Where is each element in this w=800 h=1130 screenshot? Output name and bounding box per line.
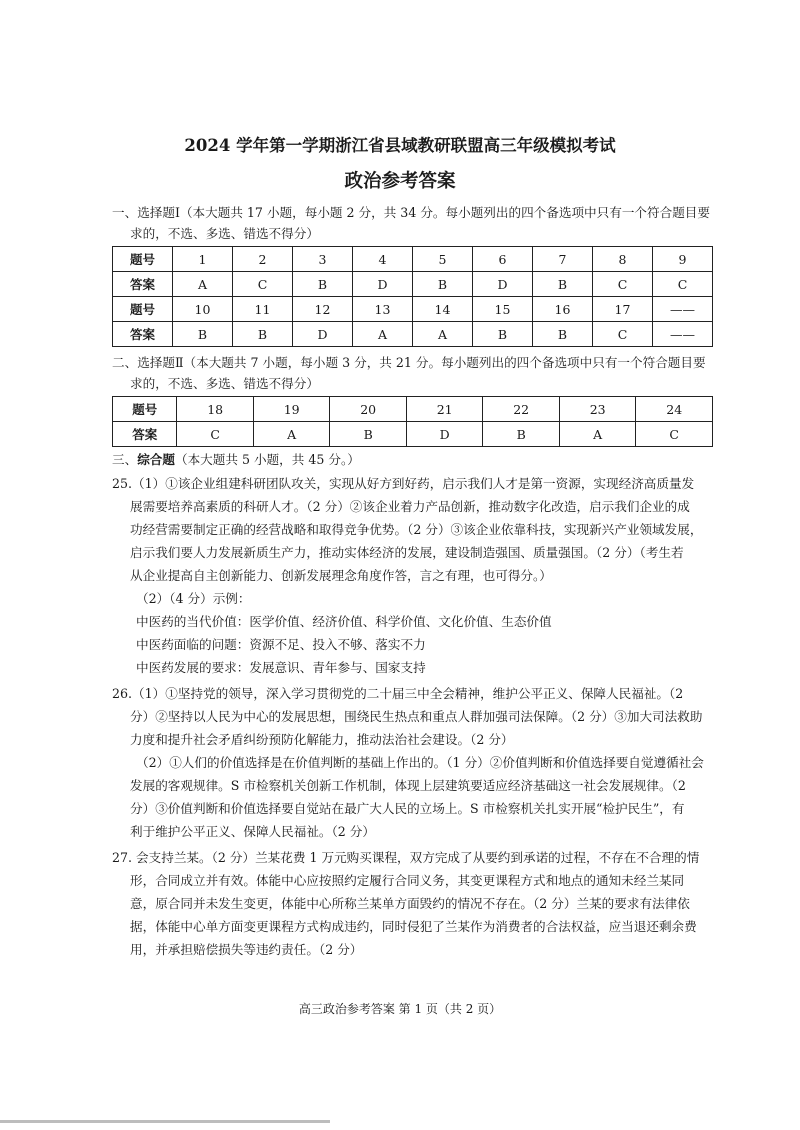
question-number: 3 <box>293 247 353 272</box>
q25-line: 展需要培养高素质的科研人才。（2 分）②该企业着力产品创新，推动数字化改造，启示我们企业的成 <box>130 499 690 514</box>
section3-label: 综合题 <box>137 452 175 467</box>
q26-line: 26.（1）①坚持党的领导，深入学习贯彻党的二十届三中全会精神，维护公平正义、保障人民福祉。（2 <box>112 686 684 701</box>
section2-heading: 二、选择题Ⅱ（本大题共 7 小题，每小题 3 分，共 21 分。每小题列出的四个备选项中只有一个符合题目要 <box>112 355 706 370</box>
section3-note: （本大题共 5 小题，共 45 分。） <box>174 452 360 467</box>
question-number: 1 <box>173 247 233 272</box>
q27-line: 据，体能中心单方面变更课程方式构成违约，同时侵犯了兰某作为消费者的合法权益，应当退还剩余费 <box>130 919 697 934</box>
answer-cell: A <box>559 422 636 447</box>
question-number: 15 <box>473 297 533 322</box>
answer-cell: —— <box>653 322 713 347</box>
choice-table-2 <box>112 396 713 447</box>
answer-cell: B <box>533 272 593 297</box>
question-label: 题号 <box>113 247 173 272</box>
answer-cell: B <box>533 322 593 347</box>
answer-cell: A <box>353 322 413 347</box>
question-number: 23 <box>559 397 636 422</box>
answer-label: 答案 <box>113 272 173 297</box>
q25-line: 中医药面临的问题：资源不足、投入不够、落实不力 <box>136 637 426 652</box>
answer-cell: D <box>353 272 413 297</box>
answer-cell: C <box>177 422 254 447</box>
table-row <box>113 322 713 347</box>
q25-line: 启示我们要人力发展新质生产力，推动实体经济的发展，建设制造强国、质量强国。（2 分）（考生若 <box>130 545 684 560</box>
question-number: 19 <box>253 397 330 422</box>
answer-cell: A <box>413 322 473 347</box>
answer-label: 答案 <box>113 322 173 347</box>
question-number: 7 <box>533 247 593 272</box>
q27-line: 27. 会支持兰某。（2 分）兰某花费 1 万元购买课程，双方完成了从要约到承诺的过程，不存在不合理的情 <box>112 850 700 865</box>
question-number: 24 <box>636 397 713 422</box>
question-number: 10 <box>173 297 233 322</box>
question-number: 9 <box>653 247 713 272</box>
question-label: 题号 <box>113 397 177 422</box>
answer-cell: C <box>653 272 713 297</box>
answer-cell: B <box>173 322 233 347</box>
answer-cell: C <box>593 322 653 347</box>
q27-line: 意，原合同并未发生变更，体能中心所称兰某单方面毁约的情况不存在。（2 分）兰某的要求有法律依 <box>130 896 690 911</box>
q25-line: 25.（1）①该企业组建科研团队攻关，实现从好方到好药，启示我们人才是第一资源，实现经济高质量发 <box>112 476 695 491</box>
table-row <box>113 422 713 447</box>
answer-cell: C <box>593 272 653 297</box>
question-number: 22 <box>483 397 560 422</box>
section3-prefix: 三、 <box>112 452 138 467</box>
answer-cell: C <box>233 272 293 297</box>
question-number: 21 <box>406 397 483 422</box>
table-row <box>113 272 713 297</box>
answer-cell: A <box>253 422 330 447</box>
question-number: 16 <box>533 297 593 322</box>
q27-line: 形，合同成立并有效。体能中心应按照约定履行合同义务，其变更课程方式和地点的通知未经兰某同 <box>130 873 685 888</box>
question-label: 题号 <box>113 297 173 322</box>
question-number: 2 <box>233 247 293 272</box>
q26-line: 分）②坚持以人民为中心的发展思想，围绕民生热点和重点人群加强司法保障。（2 分）③加大司法救助 <box>130 709 703 724</box>
question-number: 14 <box>413 297 473 322</box>
question-number: 4 <box>353 247 413 272</box>
q26-line: 力度和提升社会矛盾纠纷预防化解能力，推动法治社会建设。（2 分） <box>130 732 514 747</box>
section1-heading: 一、选择题Ⅰ（本大题共 17 小题，每小题 2 分，共 34 分。每小题列出的四个备选项中只有一个符合题目要 <box>112 205 710 220</box>
question-number: 17 <box>593 297 653 322</box>
question-number: 11 <box>233 297 293 322</box>
q25-line: 中医药发展的要求：发展意识、青年参与、国家支持 <box>136 660 426 675</box>
answer-cell: B <box>413 272 473 297</box>
q26-line: 分）③价值判断和价值选择要自觉站在最广大人民的立场上。S 市检察机关扎实开展“检护民生”，有 <box>130 801 685 816</box>
q25-line: 功经营需要制定正确的经营战略和取得竞争优势。（2 分）③该企业依靠科技，实现新兴产业领域发展， <box>130 522 703 537</box>
question-number: 8 <box>593 247 653 272</box>
choice-table-1 <box>112 246 713 347</box>
answer-cell: B <box>293 272 353 297</box>
answer-cell: D <box>473 272 533 297</box>
q25-line: 中医药的当代价值：医学价值、经济价值、科学价值、文化价值、生态价值 <box>136 614 552 629</box>
q26-line: 利于维护公平正义、保障人民福祉。（2 分） <box>130 824 375 839</box>
question-number: 5 <box>413 247 473 272</box>
table-row <box>113 247 713 272</box>
q25-line: 从企业提高自主创新能力、创新发展理念角度作答，言之有理，也可得分。） <box>130 568 552 583</box>
q26-line: 发展的客观规律。S 市检察机关创新工作机制，体现上层建筑要适应经济基础这一社会发展规律。（2 <box>130 778 686 793</box>
table-row <box>113 397 713 422</box>
answer-cell: D <box>293 322 353 347</box>
scan-edge-divider <box>0 1120 330 1123</box>
question-number: —— <box>653 297 713 322</box>
answer-cell: D <box>406 422 483 447</box>
document-subtitle: 政治参考答案 <box>344 171 456 192</box>
answer-cell: C <box>636 422 713 447</box>
table-row <box>113 297 713 322</box>
answer-cell: B <box>483 422 560 447</box>
answer-label: 答案 <box>113 422 177 447</box>
answer-cell: B <box>330 422 407 447</box>
answer-cell: B <box>233 322 293 347</box>
question-number: 18 <box>177 397 254 422</box>
answer-cell: B <box>473 322 533 347</box>
q26-line: （2）①人们的价值选择是在价值判断的基础上作出的。（1 分）②价值判断和价值选择要自觉遵循社会 <box>136 755 704 770</box>
question-number: 20 <box>330 397 407 422</box>
answer-cell: A <box>173 272 233 297</box>
page-footer: 高三政治参考答案 第 1 页（共 2 页） <box>298 1002 502 1016</box>
document-title: 2024 学年第一学期浙江省县域教研联盟高三年级模拟考试 <box>184 136 616 155</box>
question-number: 6 <box>473 247 533 272</box>
section1-heading-cont: 求的，不选、多选、错选不得分） <box>130 226 319 241</box>
section3-heading <box>112 452 360 468</box>
q25-line: （2）（4 分）示例： <box>136 591 251 606</box>
q27-line: 用，并承担赔偿损失等违约责任。（2 分） <box>130 942 363 957</box>
section2-heading-cont: 求的，不选、多选、错选不得分） <box>130 376 319 391</box>
question-number: 13 <box>353 297 413 322</box>
question-number: 12 <box>293 297 353 322</box>
